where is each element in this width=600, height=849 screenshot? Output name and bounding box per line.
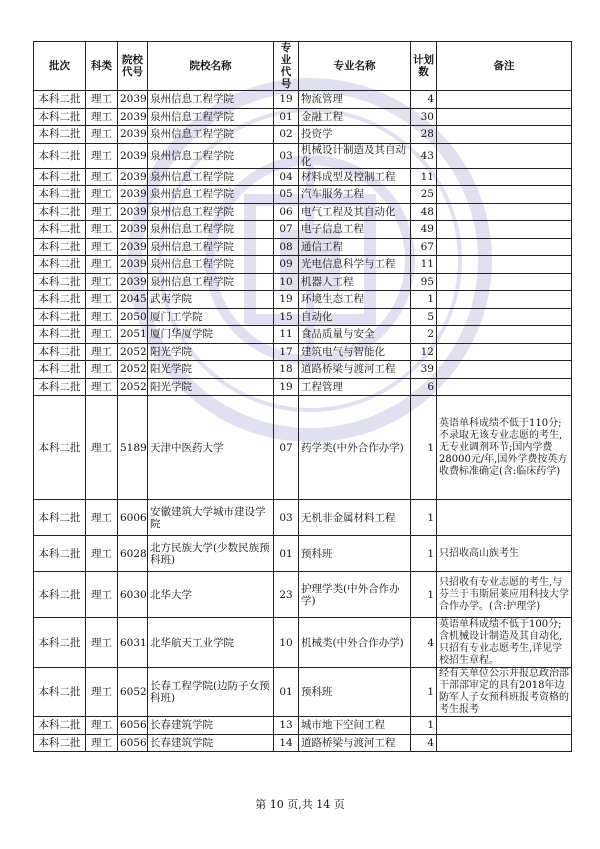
cell-major-name: 无机非金属材料工程 bbox=[299, 500, 411, 536]
cell-plan: 95 bbox=[411, 273, 437, 291]
cell-school-name: 武夷学院 bbox=[148, 291, 274, 309]
header-school-name: 院校名称 bbox=[148, 42, 274, 91]
cell-school-code: 6028 bbox=[118, 536, 148, 572]
cell-plan: 67 bbox=[411, 238, 437, 256]
cell-major-name: 护理学类(中外合作办学) bbox=[299, 572, 411, 618]
cell-school-name: 阳光学院 bbox=[148, 361, 274, 379]
cell-school-name: 天津中医药大学 bbox=[148, 396, 274, 500]
table-row bbox=[34, 396, 572, 500]
table-row bbox=[34, 572, 572, 618]
cell-note bbox=[437, 500, 572, 536]
cell-major-name: 城市地下空间工程 bbox=[299, 717, 411, 735]
table-header-row bbox=[34, 42, 572, 91]
cell-plan: 1 bbox=[411, 291, 437, 309]
cell-school-code: 2051 bbox=[118, 326, 148, 344]
cell-school-name: 泉州信息工程学院 bbox=[148, 186, 274, 204]
cell-batch: 本科二批 bbox=[34, 308, 86, 326]
cell-subject: 理工 bbox=[86, 221, 118, 239]
cell-plan: 25 bbox=[411, 186, 437, 204]
cell-plan: 39 bbox=[411, 361, 437, 379]
cell-school-name: 厦门华厦学院 bbox=[148, 326, 274, 344]
cell-school-code: 2050 bbox=[118, 308, 148, 326]
cell-note bbox=[437, 343, 572, 361]
table-row bbox=[34, 221, 572, 239]
cell-plan: 1 bbox=[411, 396, 437, 500]
cell-plan: 1 bbox=[411, 572, 437, 618]
cell-plan: 48 bbox=[411, 203, 437, 221]
cell-major-code: 10 bbox=[274, 618, 299, 668]
cell-batch: 本科二批 bbox=[34, 361, 86, 379]
cell-subject: 理工 bbox=[86, 396, 118, 500]
cell-major-code: 10 bbox=[274, 273, 299, 291]
cell-major-code: 18 bbox=[274, 361, 299, 379]
cell-note: 只招收高山族考生 bbox=[437, 536, 572, 572]
cell-school-name: 长春工程学院(边防子女预科班) bbox=[148, 668, 274, 717]
cell-major-code: 01 bbox=[274, 668, 299, 717]
cell-subject: 理工 bbox=[86, 668, 118, 717]
cell-subject: 理工 bbox=[86, 108, 118, 126]
cell-major-name: 机械设计制造及其自动化 bbox=[299, 143, 411, 168]
header-school-code: 院校代号 bbox=[118, 42, 148, 91]
cell-school-name: 泉州信息工程学院 bbox=[148, 91, 274, 109]
cell-major-code: 01 bbox=[274, 108, 299, 126]
table-row bbox=[34, 238, 572, 256]
table-row bbox=[34, 536, 572, 572]
cell-school-name: 北方民族大学(少数民族预科班) bbox=[148, 536, 274, 572]
cell-school-code: 2039 bbox=[118, 108, 148, 126]
cell-major-name: 材料成型及控制工程 bbox=[299, 168, 411, 186]
cell-school-code: 6031 bbox=[118, 618, 148, 668]
cell-major-name: 机器人工程 bbox=[299, 273, 411, 291]
cell-plan: 11 bbox=[411, 168, 437, 186]
cell-batch: 本科二批 bbox=[34, 221, 86, 239]
cell-plan: 1 bbox=[411, 668, 437, 717]
cell-school-code: 2039 bbox=[118, 91, 148, 109]
header-major-name: 专业名称 bbox=[299, 42, 411, 91]
cell-school-code: 2039 bbox=[118, 256, 148, 274]
cell-major-code: 03 bbox=[274, 500, 299, 536]
cell-school-code: 2045 bbox=[118, 291, 148, 309]
cell-subject: 理工 bbox=[86, 291, 118, 309]
cell-note bbox=[437, 291, 572, 309]
cell-batch: 本科二批 bbox=[34, 326, 86, 344]
cell-school-name: 泉州信息工程学院 bbox=[148, 168, 274, 186]
cell-major-code: 15 bbox=[274, 308, 299, 326]
cell-batch: 本科二批 bbox=[34, 734, 86, 752]
table-row bbox=[34, 186, 572, 204]
cell-subject: 理工 bbox=[86, 536, 118, 572]
cell-subject: 理工 bbox=[86, 143, 118, 168]
cell-school-name: 阳光学院 bbox=[148, 378, 274, 396]
table-row bbox=[34, 203, 572, 221]
cell-batch: 本科二批 bbox=[34, 203, 86, 221]
cell-major-name: 光电信息科学与工程 bbox=[299, 256, 411, 274]
cell-school-name: 泉州信息工程学院 bbox=[148, 143, 274, 168]
cell-major-code: 19 bbox=[274, 91, 299, 109]
cell-note bbox=[437, 734, 572, 752]
cell-note bbox=[437, 326, 572, 344]
cell-major-name: 机械类(中外合作办学) bbox=[299, 618, 411, 668]
table-row bbox=[34, 308, 572, 326]
cell-major-name: 通信工程 bbox=[299, 238, 411, 256]
page-footer: 第 10 页,共 14 页 bbox=[255, 798, 345, 811]
cell-school-name: 北华大学 bbox=[148, 572, 274, 618]
cell-major-code: 11 bbox=[274, 326, 299, 344]
table-row bbox=[34, 143, 572, 168]
cell-major-code: 09 bbox=[274, 256, 299, 274]
cell-subject: 理工 bbox=[86, 378, 118, 396]
table-row bbox=[34, 668, 572, 717]
cell-major-name: 金融工程 bbox=[299, 108, 411, 126]
cell-school-name: 阳光学院 bbox=[148, 343, 274, 361]
cell-school-name: 北华航天工业学院 bbox=[148, 618, 274, 668]
cell-batch: 本科二批 bbox=[34, 536, 86, 572]
cell-batch: 本科二批 bbox=[34, 143, 86, 168]
cell-school-code: 2039 bbox=[118, 126, 148, 144]
cell-batch: 本科二批 bbox=[34, 238, 86, 256]
cell-plan: 6 bbox=[411, 378, 437, 396]
cell-note: 英语单科成绩不低于100分;含机械设计制造及其自动化,只招有专业志愿考生,详见学校招生章程。 bbox=[437, 618, 572, 668]
cell-subject: 理工 bbox=[86, 734, 118, 752]
cell-major-code: 14 bbox=[274, 734, 299, 752]
cell-school-name: 泉州信息工程学院 bbox=[148, 238, 274, 256]
cell-major-name: 食品质量与安全 bbox=[299, 326, 411, 344]
cell-subject: 理工 bbox=[86, 168, 118, 186]
cell-note bbox=[437, 126, 572, 144]
cell-school-name: 泉州信息工程学院 bbox=[148, 203, 274, 221]
cell-plan: 1 bbox=[411, 717, 437, 735]
cell-major-name: 工程管理 bbox=[299, 378, 411, 396]
cell-note: 经有关单位公示并报总政治部干部部审定的具有2018年边防军人子女预科班报考资格的考生报考 bbox=[437, 668, 572, 717]
cell-school-code: 6056 bbox=[118, 734, 148, 752]
cell-batch: 本科二批 bbox=[34, 572, 86, 618]
cell-school-name: 泉州信息工程学院 bbox=[148, 221, 274, 239]
cell-major-code: 23 bbox=[274, 572, 299, 618]
cell-batch: 本科二批 bbox=[34, 91, 86, 109]
cell-subject: 理工 bbox=[86, 717, 118, 735]
cell-batch: 本科二批 bbox=[34, 291, 86, 309]
cell-batch: 本科二批 bbox=[34, 273, 86, 291]
cell-school-code: 6052 bbox=[118, 668, 148, 717]
cell-school-code: 6056 bbox=[118, 717, 148, 735]
cell-plan: 43 bbox=[411, 143, 437, 168]
cell-major-name: 电子信息工程 bbox=[299, 221, 411, 239]
cell-major-code: 07 bbox=[274, 221, 299, 239]
cell-subject: 理工 bbox=[86, 572, 118, 618]
cell-plan: 12 bbox=[411, 343, 437, 361]
cell-subject: 理工 bbox=[86, 126, 118, 144]
table-row bbox=[34, 361, 572, 379]
cell-plan: 49 bbox=[411, 221, 437, 239]
table-row bbox=[34, 91, 572, 109]
cell-plan: 1 bbox=[411, 536, 437, 572]
admission-plan-table bbox=[33, 41, 572, 752]
cell-note: 英语单科成绩不低于110分;不录取无该专业志愿的考生,无专业调剂环节;国内学费28000元/年,国外学费按英方收费标准确定(含:临床药学) bbox=[437, 396, 572, 500]
cell-major-code: 01 bbox=[274, 536, 299, 572]
cell-note bbox=[437, 221, 572, 239]
cell-school-code: 2039 bbox=[118, 273, 148, 291]
cell-note bbox=[437, 108, 572, 126]
cell-batch: 本科二批 bbox=[34, 500, 86, 536]
cell-plan: 11 bbox=[411, 256, 437, 274]
cell-note bbox=[437, 717, 572, 735]
cell-plan: 4 bbox=[411, 618, 437, 668]
cell-batch: 本科二批 bbox=[34, 126, 86, 144]
cell-school-code: 2052 bbox=[118, 343, 148, 361]
cell-batch: 本科二批 bbox=[34, 108, 86, 126]
cell-major-name: 道路桥梁与渡河工程 bbox=[299, 734, 411, 752]
cell-batch: 本科二批 bbox=[34, 378, 86, 396]
cell-school-code: 2039 bbox=[118, 168, 148, 186]
cell-plan: 28 bbox=[411, 126, 437, 144]
cell-plan: 4 bbox=[411, 734, 437, 752]
header-major-code: 专业代号 bbox=[274, 42, 299, 91]
cell-school-name: 安徽建筑大学城市建设学院 bbox=[148, 500, 274, 536]
cell-subject: 理工 bbox=[86, 256, 118, 274]
table-row bbox=[34, 734, 572, 752]
cell-school-code: 2052 bbox=[118, 378, 148, 396]
cell-school-code: 6030 bbox=[118, 572, 148, 618]
cell-plan: 5 bbox=[411, 308, 437, 326]
cell-note bbox=[437, 143, 572, 168]
cell-plan: 2 bbox=[411, 326, 437, 344]
cell-major-code: 08 bbox=[274, 238, 299, 256]
cell-subject: 理工 bbox=[86, 203, 118, 221]
cell-school-name: 泉州信息工程学院 bbox=[148, 256, 274, 274]
cell-major-code: 04 bbox=[274, 168, 299, 186]
cell-plan: 1 bbox=[411, 500, 437, 536]
cell-batch: 本科二批 bbox=[34, 396, 86, 500]
table-row bbox=[34, 291, 572, 309]
cell-school-name: 长春建筑学院 bbox=[148, 734, 274, 752]
cell-subject: 理工 bbox=[86, 361, 118, 379]
cell-school-code: 2039 bbox=[118, 238, 148, 256]
cell-major-name: 环境生态工程 bbox=[299, 291, 411, 309]
table-row bbox=[34, 326, 572, 344]
table-row bbox=[34, 500, 572, 536]
cell-school-code: 5189 bbox=[118, 396, 148, 500]
table-row bbox=[34, 256, 572, 274]
cell-subject: 理工 bbox=[86, 326, 118, 344]
header-plan: 计划数 bbox=[411, 42, 437, 91]
cell-school-code: 6006 bbox=[118, 500, 148, 536]
cell-major-code: 07 bbox=[274, 396, 299, 500]
cell-note bbox=[437, 361, 572, 379]
cell-school-code: 2039 bbox=[118, 186, 148, 204]
cell-school-name: 泉州信息工程学院 bbox=[148, 108, 274, 126]
cell-batch: 本科二批 bbox=[34, 168, 86, 186]
cell-major-name: 预科班 bbox=[299, 536, 411, 572]
table-row bbox=[34, 108, 572, 126]
cell-major-code: 19 bbox=[274, 291, 299, 309]
cell-school-code: 2039 bbox=[118, 203, 148, 221]
cell-note bbox=[437, 203, 572, 221]
cell-note bbox=[437, 308, 572, 326]
cell-batch: 本科二批 bbox=[34, 717, 86, 735]
cell-major-code: 03 bbox=[274, 143, 299, 168]
cell-major-name: 建筑电气与智能化 bbox=[299, 343, 411, 361]
cell-major-code: 05 bbox=[274, 186, 299, 204]
cell-major-name: 药学类(中外合作办学) bbox=[299, 396, 411, 500]
cell-subject: 理工 bbox=[86, 273, 118, 291]
cell-note bbox=[437, 273, 572, 291]
cell-note bbox=[437, 378, 572, 396]
cell-subject: 理工 bbox=[86, 238, 118, 256]
cell-batch: 本科二批 bbox=[34, 618, 86, 668]
cell-note bbox=[437, 91, 572, 109]
cell-school-name: 长春建筑学院 bbox=[148, 717, 274, 735]
cell-major-code: 02 bbox=[274, 126, 299, 144]
cell-subject: 理工 bbox=[86, 308, 118, 326]
cell-batch: 本科二批 bbox=[34, 343, 86, 361]
cell-school-code: 2052 bbox=[118, 361, 148, 379]
table-row bbox=[34, 717, 572, 735]
cell-school-name: 泉州信息工程学院 bbox=[148, 126, 274, 144]
cell-note: 只招收有专业志愿的考生,与芬兰于韦斯屈莱应用科技大学合作办学。(含:护理学) bbox=[437, 572, 572, 618]
cell-school-name: 泉州信息工程学院 bbox=[148, 273, 274, 291]
table-body bbox=[34, 91, 572, 752]
cell-major-code: 19 bbox=[274, 378, 299, 396]
cell-major-name: 道路桥梁与渡河工程 bbox=[299, 361, 411, 379]
cell-plan: 30 bbox=[411, 108, 437, 126]
cell-subject: 理工 bbox=[86, 91, 118, 109]
cell-major-name: 投资学 bbox=[299, 126, 411, 144]
cell-major-name: 物流管理 bbox=[299, 91, 411, 109]
cell-batch: 本科二批 bbox=[34, 186, 86, 204]
cell-major-code: 17 bbox=[274, 343, 299, 361]
cell-school-code: 2039 bbox=[118, 221, 148, 239]
cell-major-name: 预科班 bbox=[299, 668, 411, 717]
table-row bbox=[34, 343, 572, 361]
cell-major-code: 06 bbox=[274, 203, 299, 221]
cell-subject: 理工 bbox=[86, 500, 118, 536]
cell-subject: 理工 bbox=[86, 186, 118, 204]
cell-batch: 本科二批 bbox=[34, 668, 86, 717]
cell-school-name: 厦门工学院 bbox=[148, 308, 274, 326]
cell-major-name: 电气工程及其自动化 bbox=[299, 203, 411, 221]
cell-subject: 理工 bbox=[86, 618, 118, 668]
cell-note bbox=[437, 168, 572, 186]
header-note: 备注 bbox=[437, 42, 572, 91]
header-subject: 科类 bbox=[86, 42, 118, 91]
cell-major-code: 13 bbox=[274, 717, 299, 735]
cell-subject: 理工 bbox=[86, 343, 118, 361]
table-row bbox=[34, 618, 572, 668]
header-batch: 批次 bbox=[34, 42, 86, 91]
cell-note bbox=[437, 238, 572, 256]
table-row bbox=[34, 168, 572, 186]
cell-major-name: 自动化 bbox=[299, 308, 411, 326]
cell-plan: 4 bbox=[411, 91, 437, 109]
cell-note bbox=[437, 186, 572, 204]
table-row bbox=[34, 378, 572, 396]
cell-school-code: 2039 bbox=[118, 143, 148, 168]
table-row bbox=[34, 126, 572, 144]
cell-major-name: 汽车服务工程 bbox=[299, 186, 411, 204]
cell-note bbox=[437, 256, 572, 274]
cell-batch: 本科二批 bbox=[34, 256, 86, 274]
table-row bbox=[34, 273, 572, 291]
